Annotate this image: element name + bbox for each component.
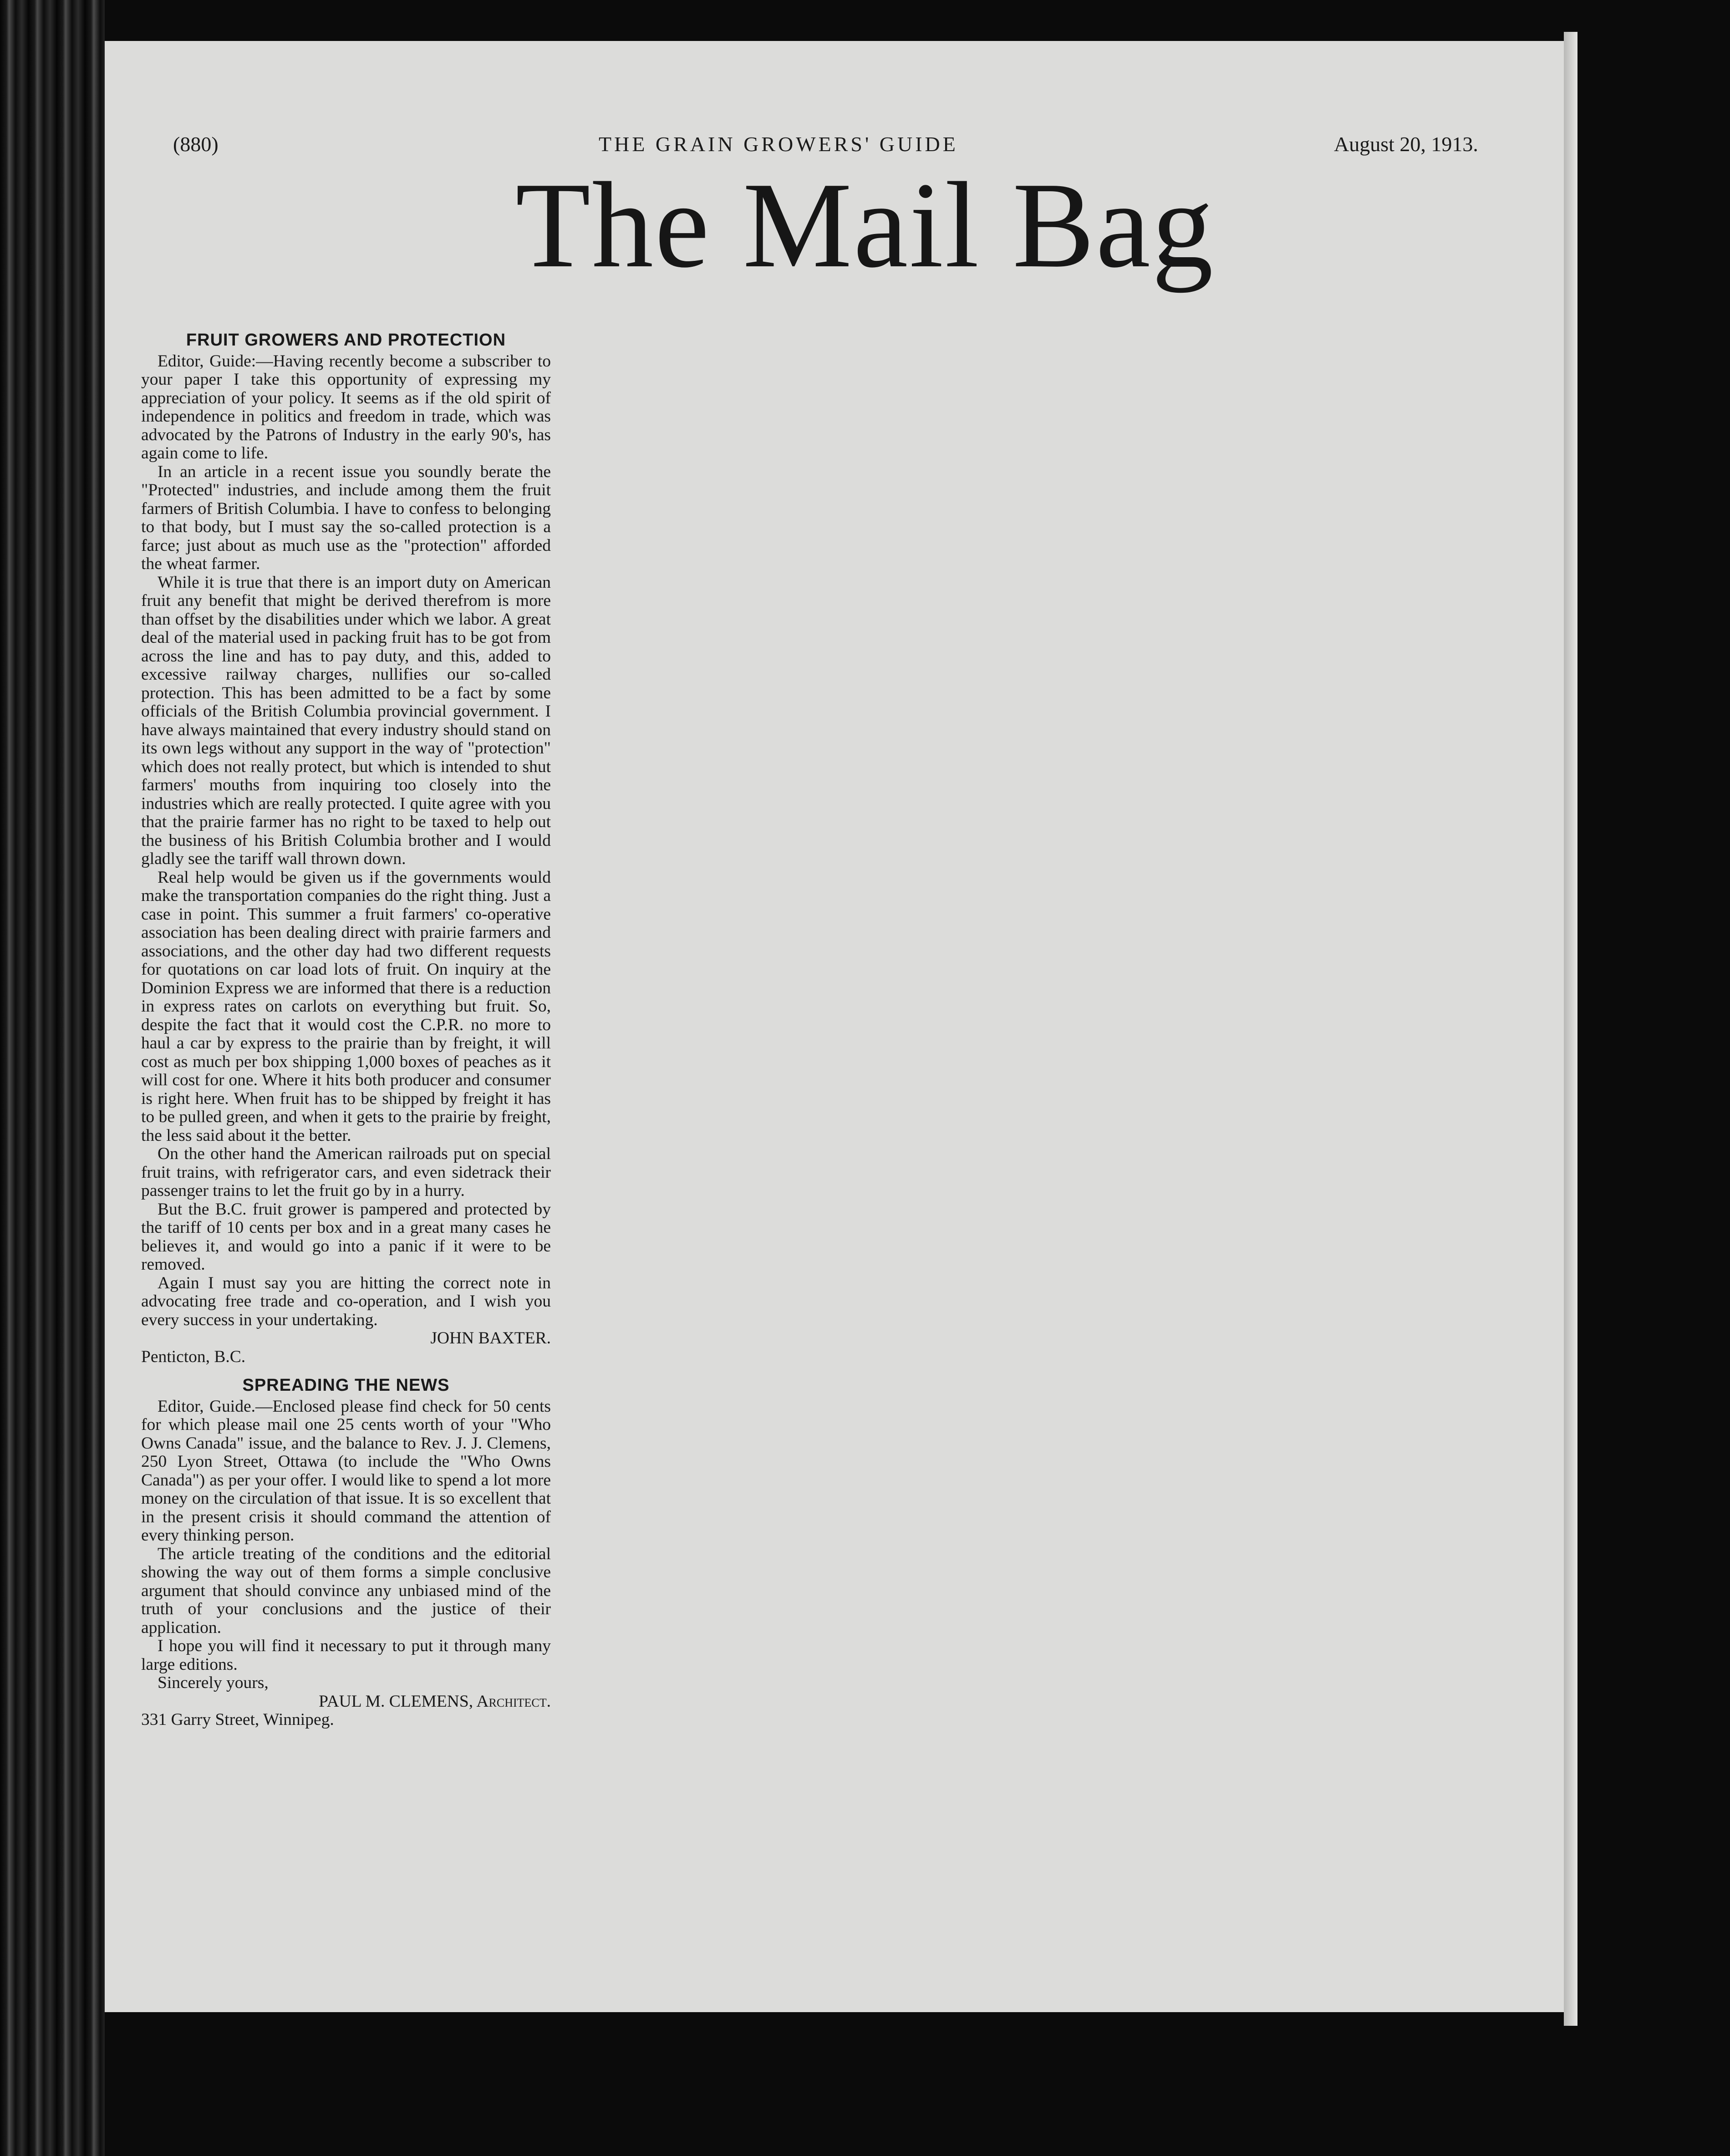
letter-signature: JOHN BAXTER.	[430, 1329, 551, 1348]
letter-fruit-growers	[141, 321, 551, 1729]
letter-closing: Sincerely yours,	[158, 1673, 269, 1692]
letter-paragraph: In an article in a recent issue you soundly berate the "Protected" industries, and include among them the fruit farmers of British Columbia. I have to confess to belonging to that body, but I must say the so-called protection is a farce; just about as much use as the "protection" afforded the wheat farmer.	[141, 462, 551, 573]
letter-paragraph: I hope you will find it necessary to put it through many large editions.	[141, 1637, 551, 1674]
letter-paragraph: Real help would be given us if the governments would make the transportation companies do the right thing. Just a case in point. This summer a fruit farmers' co-operative association has been dealing direct with prairie farmers and associations, and the other day had two different requests for quotations on car load lots of fruit. On inquiry at the Dominion Express we are informed that there is a reduction in express rates on carlots on everything but fruit. So, despite the fact that it would cost the C.P.R. no more to haul a car by express to the prairie than by freight, it will cost as much per box shipping 1,000 boxes of peaches as it will cost for one. Where it hits both producer and consumer is right here. When fruit has to be shipped by freight it has to be pulled green, and when it gets to the prairie by freight, the less said about it the better.	[141, 868, 551, 1145]
page-title: The Mail Bag	[515, 157, 1215, 293]
letter-heading: FRUIT GROWERS AND PROTECTION	[186, 331, 506, 350]
letter-signature: PAUL M. CLEMENS, Architect.	[319, 1692, 551, 1711]
letter-paragraph: The article treating of the conditions and the editorial showing the way out of them forms a simple conclusive argument that should convince any unbiased mind of the truth of your conclusions and the justice of their application.	[141, 1544, 551, 1637]
letter-paragraph: Editor, Guide.—Enclosed please find check for 50 cents for which please mail one 25 cents worth of your "Who Owns Canada" issue, and the balance to Rev. J. J. Clemens, 250 Lyon Street, Ottawa (to include the "Who Owns Canada") as per your offer. I would like to spend a lot more money on the circulation of that issue. It is so excellent that in the present crisis it should command the attention of every thinking person.	[141, 1397, 551, 1545]
issue-date: August 20, 1913.	[1334, 132, 1478, 156]
newspaper-page	[105, 41, 1564, 2012]
letter-paragraph: While it is true that there is an import duty on American fruit any benefit that might be derived therefrom is more than offset by the disabilities under which we labor. A great deal of the material used in packing fruit has to be got from across the line and has to pay duty, and this, added to excessive railway charges, nullifies our so-called protection. This has been admitted to be a fact by some officials of the British Columbia provincial government. I have always maintained that every industry should stand on its own legs without any support in the way of "protection" which does not really protect, but which is intended to shut farmers' mouths from inquiring too closely into the industries which are really protected. I quite agree with you that the prairie farmer has no right to be taxed to help out the business of his British Columbia brother and I would gladly see the tariff wall thrown down.	[141, 573, 551, 868]
letter-paragraph: Editor, Guide:—Having recently become a subscriber to your paper I take this opportunity of expressing my appreciation of your policy. It seems as if the old spirit of independence in politics and freedom in trade, which was advocated by the Patrons of Industry in the early 90's, has again come to life.	[141, 351, 551, 463]
letter-paragraph: But the B.C. fruit grower is pampered and protected by the tariff of 10 cents per box and in a great many cases he believes it, and would go into a panic if it were to be removed.	[141, 1200, 551, 1274]
page-edge	[1564, 32, 1577, 2026]
letter-paragraph: Again I must say you are hitting the correct note in advocating free trade and co-operation, and I wish you every success in your undertaking.	[141, 1273, 551, 1329]
book-binding	[0, 0, 105, 2156]
letter-paragraph: On the other hand the American railroads put on special fruit trains, with refrigerator cars, and even sidetrack their passenger trains to let the fruit go by in a hurry.	[141, 1144, 551, 1200]
publication-name: THE GRAIN GROWERS' GUIDE	[599, 132, 958, 156]
letter-heading: SPREADING THE NEWS	[242, 1376, 450, 1395]
letter-place: 331 Garry Street, Winnipeg.	[141, 1710, 334, 1729]
page-number: (880)	[173, 132, 219, 156]
letter-place: Penticton, B.C.	[141, 1347, 246, 1366]
